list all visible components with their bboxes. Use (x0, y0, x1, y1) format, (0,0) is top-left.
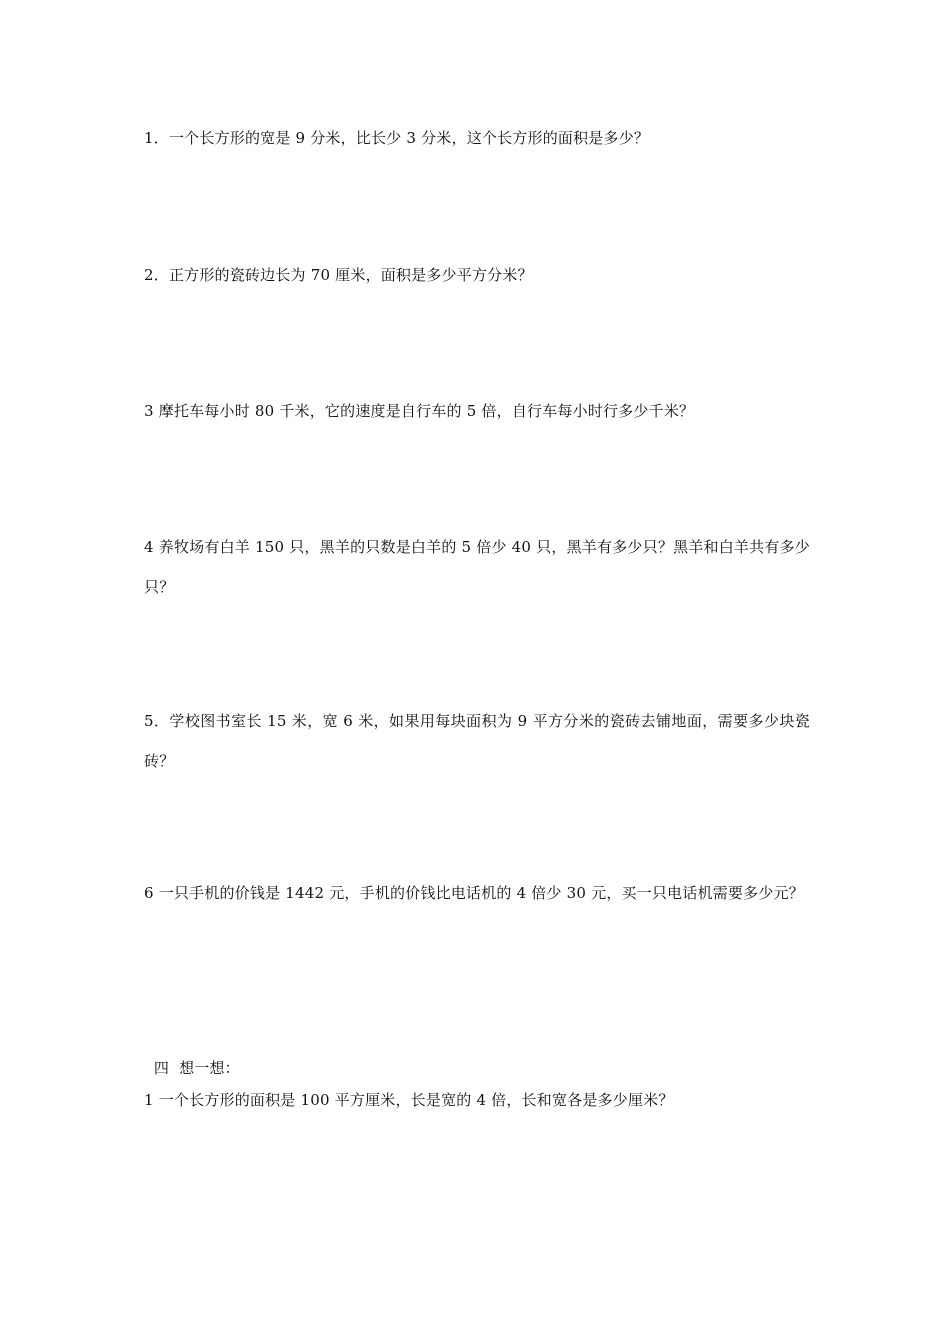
word-problem-1: 1．一个长方形的宽是 9 分米，比长少 3 分米，这个长方形的面积是多少？ (144, 129, 650, 147)
word-problem-4: 4 养牧场有白羊 150 只，黑羊的只数是白羊的 5 倍少 40 只，黑羊有多少只？黑羊和白羊共有多少只？ (144, 538, 810, 596)
word-problem-2: 2．正方形的瓷砖边长为 70 厘米，面积是多少平方分米？ (144, 266, 533, 284)
think-problem-1: 1 一个长方形的面积是 100 平方厘米，长是宽的 4 倍，长和宽各是多少厘米？ (144, 1091, 674, 1109)
word-problem-3: 3 摩托车每小时 80 千米，它的速度是自行车的 5 倍，自行车每小时行多少千米？ (144, 402, 695, 420)
word-problem-6: 6 一只手机的价钱是 1442 元，手机的价钱比电话机的 4 倍少 30 元，买一只电话机需要多少元？ (144, 884, 804, 902)
word-problem-5: 5．学校图书室长 15 米，宽 6 米，如果用每块面积为 9 平方分米的瓷砖去铺地面，需要多少块瓷砖？ (144, 712, 810, 770)
section-heading: 四 想一想： (144, 1059, 240, 1077)
